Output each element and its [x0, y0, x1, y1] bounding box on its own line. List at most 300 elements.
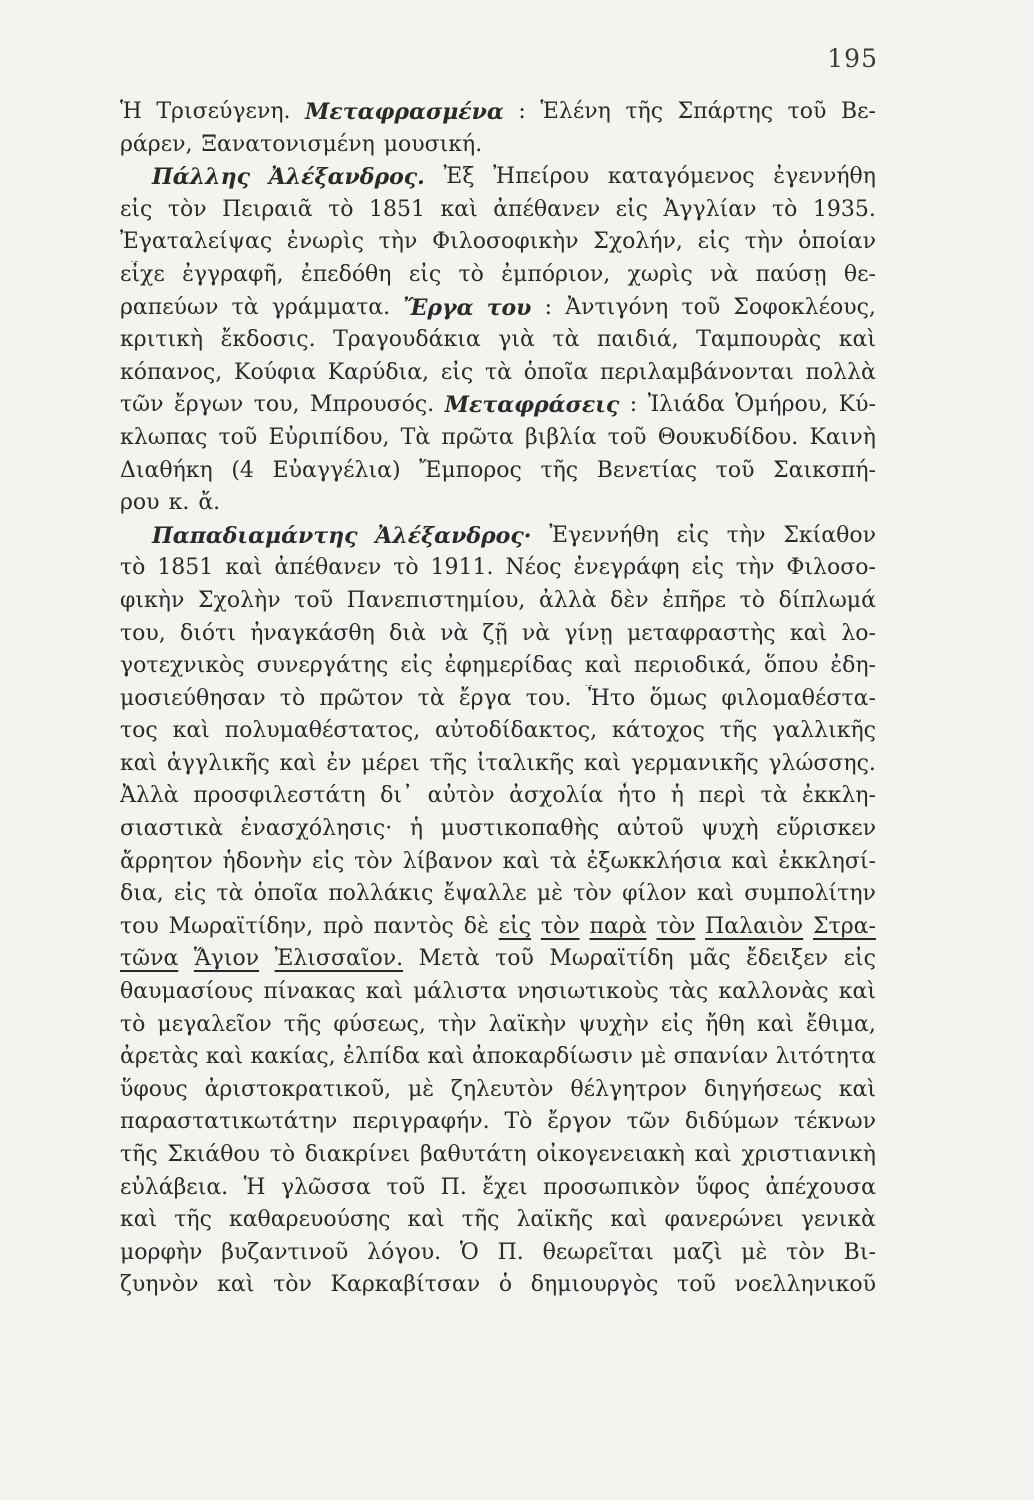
word: μέρει [361, 750, 420, 776]
word: καὶ [756, 1011, 795, 1037]
word: τῆς [283, 1011, 322, 1037]
word: Ἑλένη [540, 99, 611, 124]
word: Ἡ [120, 99, 142, 124]
word: βυζαντινοῦ [221, 1239, 349, 1265]
word: ἐγεννήθη [773, 164, 876, 190]
word: Στρα- [813, 913, 876, 939]
word: πρὸ [322, 913, 364, 939]
word: ἔργων [174, 392, 244, 418]
word: καὶ [789, 620, 828, 646]
word: μυστικοπαθὴς [440, 816, 600, 842]
word: προσφιλεστάτη [193, 783, 366, 809]
word: Σχολὴν [197, 587, 281, 613]
word: Μπρουσός. [310, 392, 435, 418]
word: παιδιά, [596, 327, 679, 353]
word: γλώσσης. [768, 750, 876, 776]
word: λιτότητα [775, 1044, 876, 1070]
word: 1851 [157, 555, 214, 581]
word: ἀπέθανεν [274, 555, 382, 581]
word: κριτικὴ [120, 327, 204, 353]
word: Βε- [840, 99, 876, 124]
word: του [486, 294, 532, 321]
word: ἀσχολία [509, 783, 604, 809]
text-line [120, 261, 876, 294]
word: γαλλικῆς [772, 718, 876, 744]
word: τὸ [120, 1011, 146, 1037]
word: τὴν [744, 229, 784, 255]
word: καὶ [217, 1272, 255, 1298]
word: τὴν [437, 1011, 477, 1037]
word: διὰ [389, 620, 426, 646]
word: λόγου. [367, 1239, 442, 1265]
text-line [120, 1174, 876, 1207]
word: τὸν [273, 1272, 312, 1298]
text-line [120, 457, 876, 490]
word: γίνῃ [564, 620, 613, 646]
word: : [518, 99, 526, 124]
text-line [120, 424, 876, 457]
word: (4 [231, 457, 254, 483]
word: κακίας, [250, 1044, 336, 1070]
word: εἰς [498, 913, 531, 939]
word: τέκνων [793, 1109, 876, 1135]
word: Μεταφρασμένα [305, 99, 504, 125]
text-line [120, 1141, 876, 1174]
word: θεωρεῖται [542, 1239, 654, 1265]
text-line [120, 359, 876, 392]
word: τὰ [417, 685, 445, 711]
word: ἔκδοσις. [220, 327, 316, 353]
text-line [120, 1271, 876, 1304]
word: μουσική. [383, 131, 483, 157]
word: Σχολήν, [593, 229, 683, 255]
word: τῆς [120, 1142, 158, 1167]
word: Σαικσπή- [773, 457, 876, 483]
text-line [120, 554, 876, 587]
text-line [120, 1239, 876, 1272]
word: ἔργα [458, 685, 512, 711]
word: Ταμπουρὰς [696, 327, 822, 353]
text-line [120, 587, 876, 620]
word: Εὐριπίδου, [268, 424, 390, 450]
word: τὰ [484, 359, 512, 385]
word: καὶ [120, 750, 158, 776]
word: δια, [120, 881, 164, 907]
word: ἠναγκάσθη [250, 620, 375, 646]
word: τὸ [279, 685, 306, 711]
word: ἄ. [198, 490, 221, 516]
word: θε- [843, 261, 876, 287]
word: Φιλοσο- [786, 555, 876, 581]
word: ψυχὴ [701, 816, 759, 842]
word: μᾶς [689, 946, 731, 972]
word: Μωραϊτίδη [549, 946, 674, 972]
word: νὰ [521, 620, 551, 646]
word: καὶ [440, 196, 478, 222]
word: ἐνωρὶς [286, 229, 364, 255]
word: Ἐγεννήθη [549, 522, 659, 548]
word: καὶ [610, 1207, 648, 1233]
word: τὰ [549, 848, 577, 874]
word: καὶ [427, 1044, 465, 1070]
word: ραπεύων [120, 294, 219, 320]
word: Παπαδιαμάντης [152, 522, 358, 549]
word: κάτοχος [611, 718, 705, 744]
word: δὲ [463, 913, 489, 939]
word: τοῦ [294, 587, 333, 613]
word: μὲ [407, 1076, 435, 1102]
word: ὁποῖα [253, 881, 319, 907]
word: ἀπέθανεν [493, 196, 601, 222]
word: τοῦ [681, 294, 721, 320]
word: βαθυτάτη [419, 1142, 527, 1167]
word: νὰ [440, 620, 469, 646]
word: εἰς [408, 261, 442, 287]
word: τὴν [378, 229, 418, 255]
word: ὕφους [120, 1076, 188, 1102]
word: Ἔμπορος [419, 457, 522, 483]
word: καὶ [502, 848, 540, 874]
word: πολλὰ [805, 359, 876, 385]
word: καὶ [694, 1142, 732, 1167]
word: νοελληνικοῦ [734, 1272, 876, 1298]
word: ὅμως [649, 685, 708, 711]
word: του [120, 913, 159, 939]
text-line [120, 1011, 876, 1044]
word: καὶ [838, 1076, 876, 1102]
text-line [120, 98, 876, 131]
word: ἔθιμα, [806, 1011, 876, 1037]
word: καὶ [120, 1207, 158, 1233]
word: τὸν [167, 196, 207, 222]
word: ἀποκαρδίωσιν [471, 1044, 633, 1070]
word: : [629, 392, 638, 418]
word: μεγαλεῖον [157, 1011, 272, 1037]
word: τὸ [328, 196, 354, 222]
word: Σκίαθον [783, 522, 876, 548]
word: εἰς [120, 196, 153, 222]
word: Μεταφράσεις [444, 392, 620, 419]
word: καὶ [696, 881, 735, 907]
word: Φιλοσοφικὴν [432, 229, 579, 255]
word: ἦτο [617, 783, 657, 809]
word: Μωραϊτίδην, [168, 913, 314, 939]
word: εἰς [676, 522, 710, 548]
word: φικὴν [120, 587, 185, 613]
word: ρου [120, 490, 160, 516]
word: περιλαμβάνονται [599, 359, 794, 385]
word: τὸν [354, 848, 393, 874]
word: εἰς [173, 881, 207, 907]
word: διότι [180, 620, 236, 646]
word: λαϊκῆς [516, 1207, 594, 1233]
word: μαζὶ [672, 1239, 723, 1265]
word: καὶ [407, 1207, 445, 1233]
word: εὐλάβεια. [120, 1174, 229, 1200]
text-line [120, 782, 876, 815]
word: 1911. [430, 555, 494, 581]
word: τὸν [540, 913, 580, 939]
word: ἐπῆρε [662, 587, 726, 613]
word: συνεργάτης [256, 653, 389, 679]
word: γιὰ [498, 327, 535, 353]
word: ἤθη [705, 1011, 745, 1037]
word: μὲ [536, 881, 563, 907]
word: μὲ [640, 1044, 667, 1070]
word: καὶ [365, 979, 403, 1005]
word: ἐκκλησί- [778, 848, 876, 874]
word: Σπάρτης [677, 99, 774, 124]
word: ἔχει [482, 1174, 528, 1200]
word: ζηλευτὸν [450, 1076, 554, 1102]
word: χωρὶς [627, 261, 693, 287]
word: ὕφος [695, 1174, 750, 1200]
word: θαυμασίους [120, 979, 254, 1005]
text-line [120, 131, 876, 164]
word: τῆς [719, 718, 758, 744]
word: φιλομαθέστα- [721, 685, 876, 711]
word: Κούφια [234, 359, 316, 385]
word: Π. [497, 1239, 524, 1265]
word: τὸ [269, 1142, 296, 1167]
word: γενικὰ [800, 1207, 876, 1233]
text-line [120, 489, 876, 522]
word: Ἀλέξανδρος· [375, 522, 532, 549]
word: Ξανατονισμένη [201, 131, 375, 157]
word: νὰ [710, 261, 739, 287]
word: διδύμων [685, 1109, 780, 1135]
word: φίλον [622, 881, 687, 907]
word: εἰς [400, 653, 433, 679]
word: μὲ [741, 1239, 768, 1265]
word: δι᾽ [380, 783, 414, 809]
text-line [120, 1108, 876, 1141]
word: τοῦ [495, 946, 534, 972]
word: ἀριστοκρατικοῦ, [204, 1076, 392, 1102]
word: Ἔργα [403, 294, 474, 321]
word: ἀλλὰ [538, 587, 597, 613]
word: ἐγγραφῆ, [182, 261, 284, 287]
word: ἐπεδόθη [300, 261, 392, 287]
word: του, [120, 620, 166, 646]
text-line [120, 1206, 876, 1239]
word: προσωπικὸν [543, 1174, 681, 1200]
word: αὐτοδίδακτος, [435, 718, 598, 744]
word: περιγραφήν. [352, 1109, 490, 1135]
word: ἐδη- [830, 653, 876, 679]
word: ἔργον [547, 1109, 612, 1135]
word: βιβλία [525, 424, 597, 450]
text-line [120, 163, 876, 196]
word: περιοδικά, [633, 653, 753, 679]
word: μάλιστα [413, 979, 507, 1005]
word: τὰ [552, 327, 580, 353]
word: αὐτὸν [427, 783, 495, 809]
word: ζυηνὸν [120, 1272, 199, 1298]
word: τὸ [739, 587, 765, 613]
word: Μετὰ [418, 946, 480, 972]
word: περὶ [698, 783, 746, 809]
word: καταγόμενος [607, 164, 755, 190]
word: λίβανον [402, 848, 493, 874]
word: μοσιεύθησαν [120, 685, 266, 711]
word: τὸν [656, 913, 696, 939]
word: ἐλπίδα [343, 1044, 420, 1070]
word: τὰ [231, 294, 259, 320]
word: Εὐαγγέλια) [272, 457, 401, 483]
word: διηγήσεως [703, 1076, 822, 1102]
word: τὰ [216, 881, 244, 907]
word: ὁ [498, 1272, 513, 1298]
word: εἶχε [120, 261, 165, 287]
word: Τὸ [504, 1109, 533, 1135]
word: τὴν [735, 555, 775, 581]
word: τὸν [786, 1239, 825, 1265]
word: τῶνα [120, 946, 179, 972]
word: παραστατικωτάτην [120, 1109, 338, 1135]
word: τοῦ [386, 1174, 426, 1200]
word: Καρύδια, [327, 359, 430, 385]
text-line [120, 848, 876, 881]
word: Καρκαβίτσαν [330, 1272, 481, 1298]
word: τὴν [726, 522, 766, 548]
word: τὸ [393, 555, 419, 581]
word: εἰς [440, 359, 474, 385]
word: εὕρισκεν [776, 816, 876, 842]
word: εἰς [697, 229, 730, 255]
text-line [120, 685, 876, 718]
word: Ἀλλὰ [120, 783, 179, 809]
word: ἐμπόριον, [501, 261, 611, 287]
word: Ἠπείρου [493, 164, 590, 190]
word: Τὰ [400, 424, 431, 450]
word: κόπανος, [120, 359, 223, 385]
word: δημιουργὸς [530, 1272, 659, 1298]
word: μορφὴν [120, 1239, 203, 1265]
word: συμπολίτην [744, 881, 876, 907]
text-line [120, 391, 876, 424]
word: Νέος [505, 555, 562, 581]
word: τὸ [458, 261, 484, 287]
text-line [120, 1076, 876, 1109]
text-line [120, 750, 876, 783]
word: Βενετίας [596, 457, 698, 483]
word: τὰς [668, 979, 709, 1005]
word: μεταφραστὴς [626, 620, 776, 646]
word: τοῦ [715, 457, 755, 483]
word: πρῶτα [441, 424, 514, 450]
word: Ὁ [459, 1239, 479, 1265]
word: τὸ [120, 555, 146, 581]
word: γοτεχνικὸς [120, 653, 245, 679]
word: ἐν [326, 750, 352, 776]
word: τῆς [540, 457, 579, 483]
word: καὶ [583, 750, 622, 776]
word: χριστιανικὴ [741, 1142, 876, 1167]
word: Ἡ [243, 1174, 266, 1200]
word: Πάλλης [152, 164, 250, 191]
word: Πανεπιστημίου, [346, 587, 526, 613]
word: 1851 [369, 196, 425, 222]
word: Ἰλιάδα [647, 392, 725, 418]
word: δὲν [610, 587, 649, 613]
text-line [120, 978, 876, 1011]
word: : [544, 294, 553, 320]
word: φύσεως, [333, 1011, 426, 1037]
word: τῶν [626, 1109, 671, 1135]
word: αὐτοῦ [616, 816, 684, 842]
word: νησιωτικοὺς [517, 979, 659, 1005]
word: τῆς [174, 1207, 212, 1233]
page-number: 195 [827, 44, 878, 73]
word: ἔδειξεν [746, 946, 829, 972]
word: τος [120, 718, 158, 744]
word: καὶ [584, 653, 622, 679]
word: ἡ [670, 783, 684, 809]
word: του, [253, 392, 300, 418]
word: Διαθήκη [120, 457, 213, 483]
word: Ἐγαταλείψας [120, 229, 273, 255]
word: Πειραιᾶ [222, 196, 313, 222]
word: ὅπου [764, 653, 819, 679]
text-line [120, 1043, 876, 1076]
word: Σοφοκλέους, [733, 294, 876, 320]
word: Π. [440, 1174, 467, 1200]
word: τοῦ [218, 424, 258, 450]
word: εἰς [615, 196, 649, 222]
word: καλλονὰς [718, 979, 829, 1005]
word: ζῇ [482, 620, 508, 646]
word: πολυμαθέστατος, [224, 718, 421, 744]
word: Κύ- [838, 392, 876, 418]
word: Ὁμήρου, [735, 392, 829, 418]
word: σιαστικὰ [120, 816, 223, 842]
word: Ἀλέξανδρος. [268, 164, 425, 191]
word: Θουκυδίδου. [657, 424, 799, 450]
word: τοῦ [677, 1272, 716, 1298]
text-line [120, 326, 876, 359]
word: τὸν [573, 881, 612, 907]
text-line [120, 294, 876, 327]
word: γλῶσσα [280, 1174, 371, 1200]
word: θέλγητρον [570, 1076, 688, 1102]
word: ὁποίαν [798, 229, 876, 255]
word: καὶ [838, 327, 876, 353]
word: ἐξωκκλήσια [586, 848, 722, 874]
word: Ἅγιον [193, 946, 260, 972]
word: Ἐξ [443, 164, 475, 190]
word: Ἀντιγόνη [565, 294, 669, 320]
word: καὶ [838, 979, 876, 1005]
word: οἰκογενειακὴ [536, 1142, 685, 1167]
word: κλωπας [120, 424, 208, 450]
text-line [120, 913, 876, 946]
word: Ἐλισσαῖον. [274, 946, 404, 972]
word: παντὸς [373, 913, 454, 939]
text-line [120, 945, 876, 978]
word: Τραγουδάκια [333, 327, 481, 353]
word: ἐφημερίδας [444, 653, 573, 679]
word: Ἀγγλίαν [663, 196, 757, 222]
word: ἐνασχόλησις· [240, 816, 393, 842]
text-line [120, 717, 876, 750]
word: Σκιάθου [167, 1142, 261, 1167]
word: γερμανικῆς [630, 750, 759, 776]
word: φανερώνει [664, 1207, 784, 1233]
text-line [120, 228, 876, 261]
word: 1935. [812, 196, 876, 222]
word: λο- [841, 620, 876, 646]
